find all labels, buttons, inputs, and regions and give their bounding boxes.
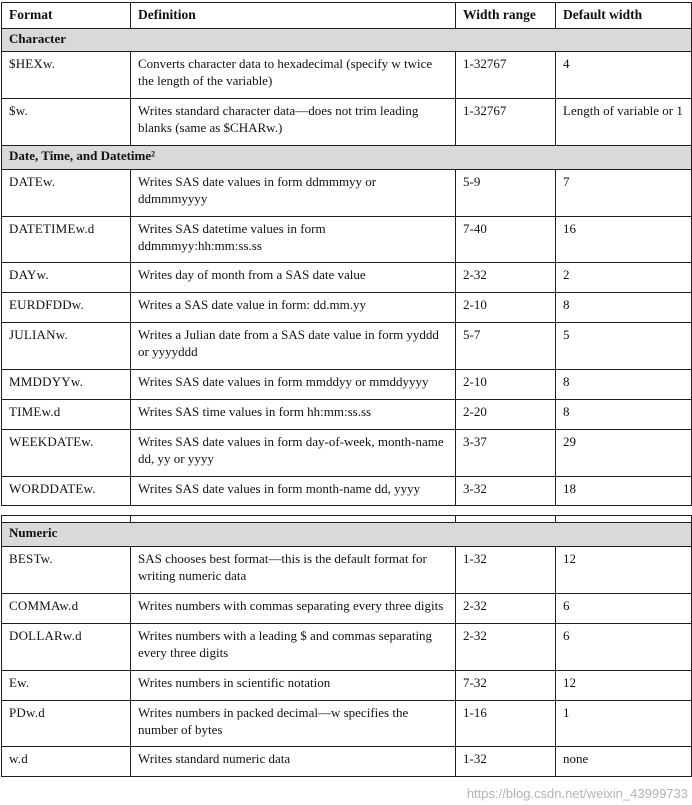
definition-cell: Writes standard numeric data	[131, 747, 456, 777]
width-range-cell: 2-32	[456, 624, 556, 671]
width-range-cell: 3-32	[456, 476, 556, 506]
clipped-row	[2, 516, 692, 523]
table-row	[2, 747, 692, 777]
format-cell: DATETIMEw.d	[2, 216, 131, 263]
table-row	[2, 370, 692, 400]
table-row	[2, 323, 692, 370]
table-row	[2, 399, 692, 429]
default-width-cell: none	[556, 747, 692, 777]
format-cell: DATEw.	[2, 169, 131, 216]
default-width-cell: 16	[556, 216, 692, 263]
table-gap	[0, 506, 692, 515]
section-row-numeric	[2, 523, 692, 547]
default-width-cell: 12	[556, 547, 692, 594]
width-range-cell: 1-32767	[456, 52, 556, 99]
format-cell: w.d	[2, 747, 131, 777]
format-cell: $w.	[2, 99, 131, 146]
table-row	[2, 52, 692, 99]
table-row	[2, 263, 692, 293]
width-range-cell: 2-32	[456, 263, 556, 293]
col-header-default-width: Default width	[556, 3, 692, 29]
width-range-cell: 5-9	[456, 169, 556, 216]
width-range-cell: 2-20	[456, 399, 556, 429]
format-cell: DAYw.	[2, 263, 131, 293]
width-range-cell: 1-32767	[456, 99, 556, 146]
table-row	[2, 429, 692, 476]
table-row	[2, 99, 692, 146]
width-range-cell: 1-32	[456, 547, 556, 594]
format-cell: JULIANw.	[2, 323, 131, 370]
definition-cell: Writes SAS date values in form ddmmmyy or ddmmmyyyy	[131, 169, 456, 216]
format-cell: Ew.	[2, 670, 131, 700]
format-cell: WORDDATEw.	[2, 476, 131, 506]
width-range-cell: 1-16	[456, 700, 556, 747]
section-row-character	[2, 28, 692, 52]
width-range-cell: 2-10	[456, 370, 556, 400]
format-cell: BESTw.	[2, 547, 131, 594]
definition-cell: Writes numbers in packed decimal—w specifies the number of bytes	[131, 700, 456, 747]
default-width-cell: 8	[556, 293, 692, 323]
default-width-cell: 2	[556, 263, 692, 293]
width-range-cell: 7-40	[456, 216, 556, 263]
definition-cell: SAS chooses best format—this is the default format for writing numeric data	[131, 547, 456, 594]
section-title-character: Character	[2, 28, 692, 52]
definition-cell: Writes standard character data—does not trim leading blanks (same as $CHARw.)	[131, 99, 456, 146]
table-row	[2, 169, 692, 216]
formats-table-top	[1, 2, 692, 506]
table-row	[2, 216, 692, 263]
section-row-datetime	[2, 146, 692, 170]
format-cell: MMDDYYw.	[2, 370, 131, 400]
definition-cell: Converts character data to hexadecimal (specify w twice the length of the variable)	[131, 52, 456, 99]
definition-cell: Writes numbers with commas separating every three digits	[131, 594, 456, 624]
definition-cell: Writes SAS datetime values in form ddmmmyy:hh:mm:ss.ss	[131, 216, 456, 263]
table-row	[2, 476, 692, 506]
default-width-cell: 8	[556, 370, 692, 400]
definition-cell: Writes SAS date values in form month-name dd, yyyy	[131, 476, 456, 506]
width-range-cell: 2-32	[456, 594, 556, 624]
definition-cell: Writes SAS date values in form mmddyy or mmddyyyy	[131, 370, 456, 400]
table-row	[2, 700, 692, 747]
default-width-cell: Length of variable or 1	[556, 99, 692, 146]
col-header-definition: Definition	[131, 3, 456, 29]
csdn-watermark: https://blog.csdn.net/weixin_43999733	[466, 786, 688, 801]
table-row	[2, 594, 692, 624]
col-header-width-range: Width range	[456, 3, 556, 29]
default-width-cell: 6	[556, 624, 692, 671]
format-cell: TIMEw.d	[2, 399, 131, 429]
format-cell: DOLLARw.d	[2, 624, 131, 671]
table-row	[2, 293, 692, 323]
width-range-cell: 2-10	[456, 293, 556, 323]
default-width-cell: 5	[556, 323, 692, 370]
definition-cell: Writes numbers in scientific notation	[131, 670, 456, 700]
definition-cell: Writes day of month from a SAS date value	[131, 263, 456, 293]
default-width-cell: 29	[556, 429, 692, 476]
definition-cell: Writes SAS time values in form hh:mm:ss.ss	[131, 399, 456, 429]
section-title-numeric: Numeric	[2, 523, 692, 547]
definition-cell: Writes a Julian date from a SAS date value in form yyddd or yyyyddd	[131, 323, 456, 370]
width-range-cell: 5-7	[456, 323, 556, 370]
format-cell: EURDFDDw.	[2, 293, 131, 323]
definition-cell: Writes a SAS date value in form: dd.mm.yy	[131, 293, 456, 323]
default-width-cell: 6	[556, 594, 692, 624]
width-range-cell: 1-32	[456, 747, 556, 777]
header-row	[2, 3, 692, 29]
default-width-cell: 18	[556, 476, 692, 506]
col-header-format: Format	[2, 3, 131, 29]
default-width-cell: 8	[556, 399, 692, 429]
table-row	[2, 624, 692, 671]
format-cell: COMMAw.d	[2, 594, 131, 624]
formats-table-bottom	[1, 515, 692, 777]
format-cell: $HEXw.	[2, 52, 131, 99]
default-width-cell: 7	[556, 169, 692, 216]
width-range-cell: 3-37	[456, 429, 556, 476]
width-range-cell: 7-32	[456, 670, 556, 700]
format-cell: WEEKDATEw.	[2, 429, 131, 476]
table-row	[2, 547, 692, 594]
table-row	[2, 670, 692, 700]
default-width-cell: 4	[556, 52, 692, 99]
default-width-cell: 1	[556, 700, 692, 747]
default-width-cell: 12	[556, 670, 692, 700]
definition-cell: Writes numbers with a leading $ and commas separating every three digits	[131, 624, 456, 671]
section-title-datetime: Date, Time, and Datetime²	[2, 146, 692, 170]
definition-cell: Writes SAS date values in form day-of-week, month-name dd, yy or yyyy	[131, 429, 456, 476]
format-cell: PDw.d	[2, 700, 131, 747]
